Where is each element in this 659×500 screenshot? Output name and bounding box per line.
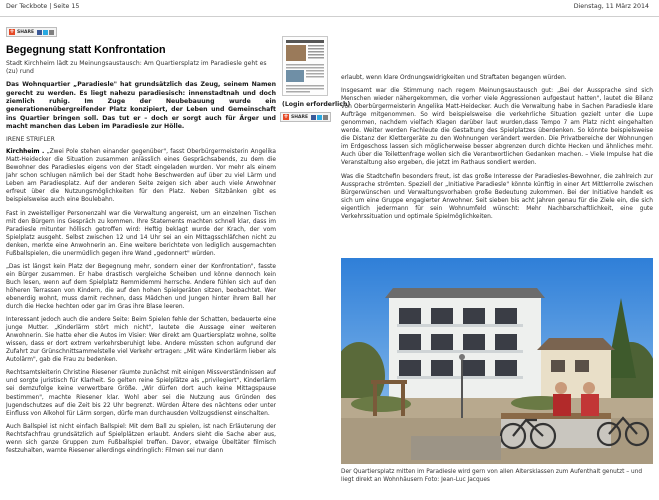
email-icon[interactable] bbox=[323, 115, 328, 120]
article-title: Begegnung statt Konfrontation bbox=[6, 44, 166, 56]
share-button-secondary[interactable] bbox=[280, 112, 331, 122]
quartiersplatz-photo bbox=[341, 258, 653, 464]
share-button[interactable] bbox=[6, 27, 57, 37]
article-paragraph: erlaubt, wenn klare Ordnungswidrigkeiten und Straftaten begangen würden. bbox=[341, 75, 567, 81]
article-paragraph: Fast in zweistelliger Personenzahl war die Verwaltung angereist, um an einzelnen Tischen mit den Bürgern ins Gespräch zu kommen. Ihre Statements machten schnell klar, dass im Paradiesle mitunter höllisch getroffen wird: Heftig beklagt wurde der Krach, der vom Spielplatz ausgeht. Selbst zwischen 12 und 14 Uhr sei an ein Mittagsschläfchen nicht zu denken, merkte eine Anwohnerin an. Eine weitere berichtete von lediglich ausgemachten Fußballspielen, die unermüdlich gegen ihre Wand „gedonnert" würden. bbox=[6, 210, 276, 257]
share-plus-icon: + bbox=[9, 28, 15, 35]
thumbnail-preview bbox=[283, 37, 327, 95]
social-icons bbox=[311, 115, 328, 120]
article-paragraph: Kirchheim . „Zwei Pole stehen einander gegenüber", fasst Oberbürgermeisterin Angelika Matt-Heidecker die Situation zusammen anlässlich eines Gesprächsabends, zu dem die Bewohner des Paradiesles eigens von der Stadt eingeladen wurden. Vor mehr als einem Jahr schon schlugen nämlich bei der Stadt hohe Beschwerden auf über zu viel Lärm und Leben am Paradiesplatz. Auf der anderen Seite zeigen sich aber auch viele Anwohner erfreut über die Nutzungsmöglichkeiten für den Platz. Neben Sitzbänken gibt es beispielsweise auch eine Boulebahn. bbox=[6, 149, 276, 204]
share-label: SHARE bbox=[17, 29, 35, 35]
header-source: Der Teckbote | Seite 15 bbox=[6, 3, 80, 10]
page-header bbox=[0, 0, 659, 17]
article-paragraph: Interessant jedoch auch die andere Seite: Beim Spielen fehle der Schatten, bedauerte eine junge Mutter. „Kinderlärm stört mich nicht", lautete die Aussage einer weiteren Anwohnerin. Sie hatte eher die Autos im Visier: Wer direkt am Quartiersplatz wohne, sollte wissen, dass er dort extrem verkehrsberuhigt lebe. Andere müssten schon aufgrund der Zufahrt zur Grünschnittsammelstelle viel Verkehr ertragen: „Mit wäre Kinderlärm lieber als Autolärm", gab die Frau zu bedenken. bbox=[6, 317, 276, 364]
share-plus-icon: + bbox=[283, 113, 289, 120]
article-paragraph: Auch Ballspiel ist nicht einfach Ballspiel: Mit dem Ball zu spielen, ist nach Erläuterung der Rechtsfachfrau grundsätzlich auf Spielplätzen erlaubt. Anders sieht die Sache aber aus, wenn sich ganze Gruppen zum Fußballspiel treffen. Davor, etwaige Übeltäter filmisch festzuhalten, warnte Riesener allerdings eindringlich: Filmen sei nur dann bbox=[6, 423, 276, 454]
article-column-left bbox=[6, 18, 276, 500]
dateline: Kirchheim . bbox=[6, 149, 45, 156]
article-paragraph: Insgesamt war die Stimmung nach regem Meinungsaustausch gut: „Bei der Aussprache sind sich Menschen wieder nähergekommen, die vorher viele Aggressionen aufgestaut hatten", lautet die Bilanz von Oberbürgermeisterin Angelika Matt-Heidecker. Auch die Verwaltung habe in Sachen Paradiesle klare Aufträge mitgenommen. So wird beispielsweise die verkehrliche Situation gezielt unter die Lupe genommen, nachdem vielfach Klagen darüber laut wurden,dass Tempo 7 am Platz nicht eingehalten werde. Weiter werden Fachleute die Gestaltung des Spielplatzes überdenken. So könnte beispielsweise die Distanz der Klettergeräte zu den Wohnungen verändert werden. Die Privatbereiche der Wohnungen im Erdgeschoss lassen sich möglicherweise besser abgrenzen durch dichte Hecken und ähnliches mehr. Auch über die Toilettenfrage wollen sich die Verantwortlichen Gedanken machen. – Viele Impulse hat die Veranstaltung also ergeben, die jetzt im Rathaus sondiert werden. bbox=[341, 88, 653, 167]
facebook-icon[interactable] bbox=[311, 115, 316, 120]
header-date: Dienstag, 11 März 2014 bbox=[573, 3, 649, 10]
article-author: IRENE STRIFLER bbox=[6, 136, 55, 144]
social-icons bbox=[37, 30, 54, 35]
photo-caption: Der Quartiersplatz mitten im Paradiesle wird gern von allen Altersklassen zum Aufenthalt genutzt – und liegt direkt an Wohnhäusern Foto: Jean-Luc Jacques bbox=[341, 469, 643, 483]
article-subtitle: Stadt Kirchheim lädt zu Meinungsaustausch: Am Quartiersplatz im Paradiesle geht es (zu) rund bbox=[6, 60, 267, 76]
article-paragraph: Rechtsamtsleiterin Christine Riesener räumte zunächst mit einigen Missverständnissen auf und sorgte juristisch für Klarheit. So gelten reine Spielplätze als „privilegiert", Kinderlärm sei demzufolge keine verwertbare Größe. „Wir dürfen dort auch keine Mittagspause bestimmen", machte Riesener klar. Wohl aber sei die Nutzung aus Gründen des Jugendschutzes auf die Zeit bis 22 Uhr begrenzt. Würden Ältere des nächtens oder unter Einfluss von Alkohol für Lärm sorgen, dürfe man durchausden Vollzugsdienst einschalten. bbox=[6, 370, 276, 417]
twitter-icon[interactable] bbox=[317, 115, 322, 120]
email-icon[interactable] bbox=[49, 30, 54, 35]
login-notice[interactable]: (Login erforderlich) bbox=[282, 101, 351, 108]
article-paragraph: „Das ist längst kein Platz der Begegnung mehr, sondern einer der Konfrontation", fasste ein Bürger zusammen. Er habe drastisch vergleiche Scheiben und könne dennoch kein Buch lesen, wenn auf dem Spielplatz Remmidemmi herrsche. Andere fühlen sich auf den höheren Terrassen von Kindern, die auf den hohen Spielgeräten sitzen, beobachtet. Wer ebenerdig wohnt, muss damit rechnen, dass Mädchen und Jungen hinter ihrem Ball her durch die Hecke hechten oder gar im Gras ihre Blase leeren. bbox=[6, 263, 276, 311]
page-thumbnail[interactable] bbox=[282, 36, 328, 96]
share-label: SHARE bbox=[291, 114, 309, 120]
facebook-icon[interactable] bbox=[37, 30, 42, 35]
article-lead: Das Wohnquartier „Paradiesle" hat grundsätzlich das Zeug, seinem Namen gerecht zu werden. Es liegt nahezu paradiesisch: innenstadtnah und doch ziemlich ruhig. Im Zuge der Neubebauung wurde ein generationenübergreifender Platz konzipiert, der Leben und Gemeinschaft ins Quartier bringen soll. Das tut er – doch er sorgt auch für Ärger und macht manchen das Leben im Paradiesle zur Hölle. bbox=[6, 81, 276, 130]
article-paragraph: Was die Stadtchefin besonders freut, ist das große Interesse der Paradiesles-Bewohner, die zahlreich zur Aussprache strömten. Speziell der „Initiative Paradiesle" könnte künftig in einer Art Mittlerrolle zwischen Bürgerwünschen und Verwaltungsvorhaben große Bedeutung zukommen. Bei der Initiative handelt es sich um eine Gruppe engagierter Anwohner. Seit sieben bis acht Jahren genau für die Ziele ein, die sich eigentlich jedermann für sein Wohnumfeld wünscht: Mehr Nachbarschaftlichkeit, eine gute Verkehrssituation und optimale Spielmöglichkeiten. bbox=[341, 173, 653, 220]
article-photo bbox=[341, 258, 653, 464]
article-column-right bbox=[341, 74, 653, 226]
twitter-icon[interactable] bbox=[43, 30, 48, 35]
